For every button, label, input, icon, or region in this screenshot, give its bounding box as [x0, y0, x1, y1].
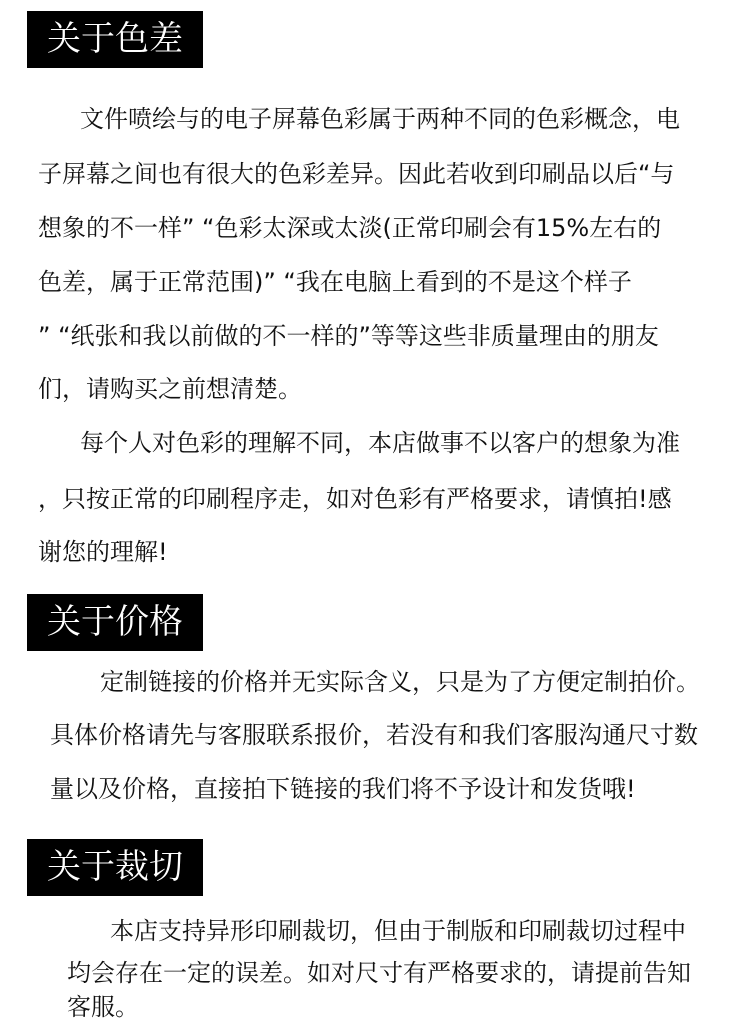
paragraph-line: 具体价格请先与客服联系报价，若没有和我们客服沟通尺寸数 — [50, 721, 698, 749]
paragraph-line: 客服。 — [67, 993, 139, 1021]
paragraph-line: 色差，属于正常范围)” “我在电脑上看到的不是这个样子 — [38, 268, 632, 296]
section-header-cutting: 关于裁切 — [27, 839, 203, 896]
paragraph-line: 文件喷绘与的电子屏幕色彩属于两种不同的色彩概念，电 — [80, 105, 680, 133]
paragraph-line: 定制链接的价格并无实际含义，只是为了方便定制拍价。 — [100, 668, 700, 696]
paragraph-line: ” “纸张和我以前做的不一样的”等等这些非质量理由的朋友 — [38, 322, 659, 350]
paragraph-line: 每个人对色彩的理解不同，本店做事不以客户的想象为准 — [80, 429, 680, 457]
paragraph-line: 想象的不一样” “色彩太深或太淡(正常印刷会有15%左右的 — [38, 214, 662, 242]
section-header-color-difference: 关于色差 — [27, 11, 203, 68]
paragraph-line: ，只按正常的印刷程序走，如对色彩有严格要求，请慎拍!感 — [38, 485, 672, 513]
paragraph-line: 们，请购买之前想清楚。 — [38, 375, 302, 403]
paragraph-line: 量以及价格，直接拍下链接的我们将不予设计和发货哦! — [50, 775, 636, 803]
paragraph-line: 均会存在一定的误差。如对尺寸有严格要求的，请提前告知 — [67, 959, 691, 987]
paragraph-line: 本店支持异形印刷裁切，但由于制版和印刷裁切过程中 — [110, 917, 686, 945]
paragraph-line: 子屏幕之间也有很大的色彩差异。因此若收到印刷品以后“与 — [38, 160, 675, 188]
paragraph-line: 谢您的理解! — [38, 538, 168, 566]
section-header-price: 关于价格 — [27, 594, 203, 651]
